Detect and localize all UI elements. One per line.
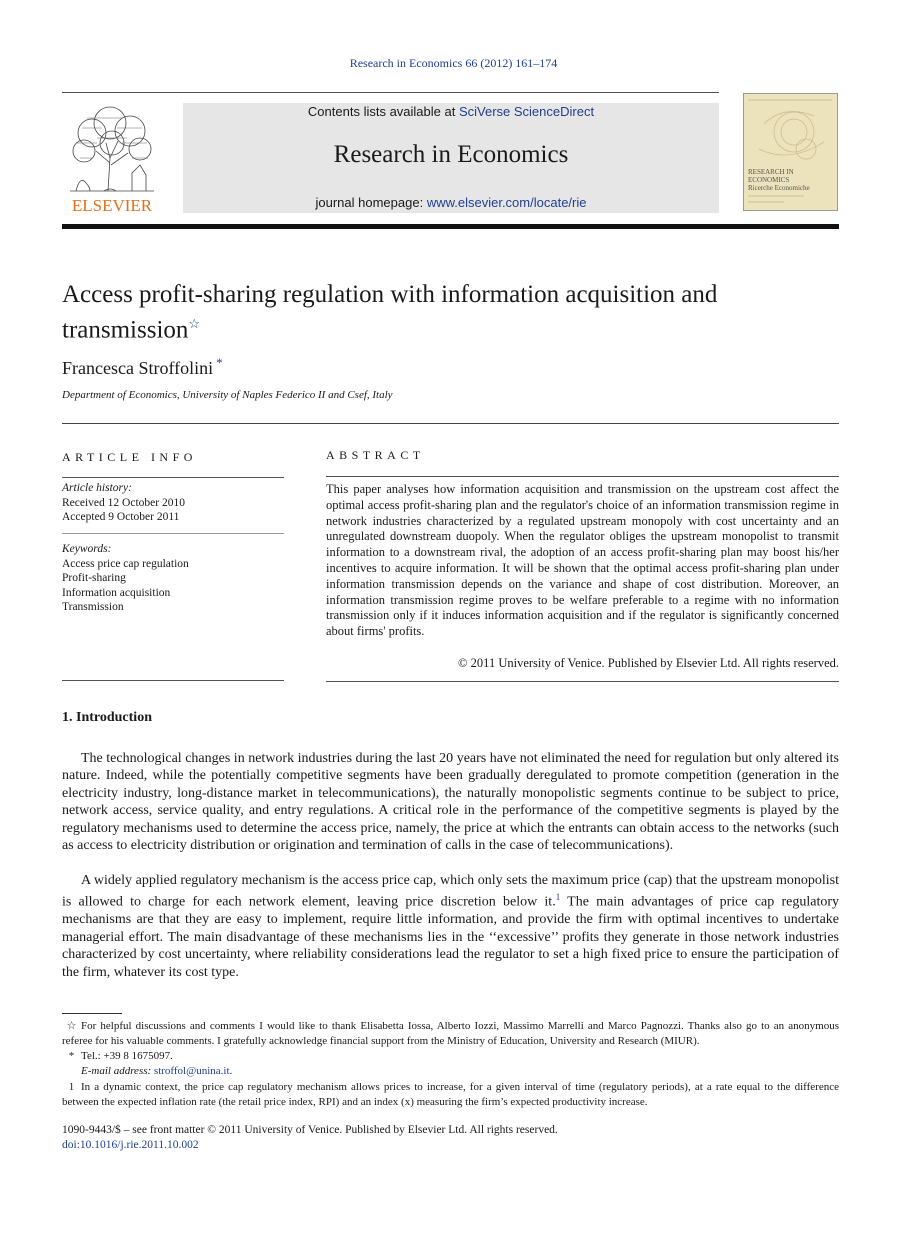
article-title-text: Access profit-sharing regulation with information acquisition and transmission — [62, 281, 718, 344]
paragraph-text: The main advantages of price cap regulatory mechanisms are that they are easy to implement, require little information, and provide the firm with optimal incentives to undertake managerial effort. The main disadvantage of these mechanisms lies in the ‘‘excessive’’ profits they generate in those network industries characterized by cost uncertainty, where reliability considerations lead the regulator to set a high fixed price to ensure the participation of the firm, whatever its cost type. — [62, 895, 839, 980]
cover-title-line-1: RESEARCH IN — [748, 168, 794, 176]
footnote-telephone — [62, 1049, 839, 1064]
keyword-item: Information acquisition — [62, 586, 171, 599]
body-paragraph — [62, 872, 839, 981]
email-label: E-mail address: — [81, 1065, 152, 1077]
journal-homepage — [183, 195, 719, 210]
footnote-1 — [62, 1080, 839, 1109]
affiliation: Department of Economics, University of Naples Federico II and Csef, Italy — [62, 389, 393, 401]
keyword-item: Profit-sharing — [62, 572, 126, 584]
issn-line: 1090-9443/$ – see front matter © 2011 University of Venice. Published by Elsevier Ltd. All rights reserved. — [62, 1124, 558, 1136]
email-link[interactable]: stroffol@unina.it — [153, 1065, 230, 1077]
elsevier-logo[interactable] — [62, 103, 162, 215]
author-name: Francesca Stroffolini — [62, 358, 214, 378]
footnote-rule — [62, 1013, 122, 1014]
affiliation-rule — [62, 423, 839, 424]
cover-title-line-2: ECONOMICS — [748, 176, 790, 184]
abstract-copyright: © 2011 University of Venice. Published by Elsevier Ltd. All rights reserved. — [458, 656, 839, 670]
article-info-bottom-rule — [62, 680, 284, 681]
abstract-bottom-rule — [326, 681, 839, 682]
article-info-heading: ARTICLE INFO — [62, 450, 197, 464]
footnote-ref-1[interactable]: 1 — [555, 892, 561, 903]
article-info-rule — [62, 477, 284, 478]
received-date: Received 12 October 2010 — [62, 496, 185, 509]
article-info-divider — [62, 533, 284, 534]
sciencedirect-link[interactable]: SciVerse ScienceDirect — [458, 104, 595, 119]
abstract-heading: ABSTRACT — [326, 448, 425, 462]
keywords-label: Keywords: — [62, 543, 112, 555]
footnote-acknowledgement — [62, 1019, 839, 1048]
author-footnote-mark[interactable]: * — [216, 355, 223, 370]
abstract-text: This paper analyses how information acquisition and transmission on the upstream cost affect the optimal access profit-sharing plan and the regulator's choice of an information transmission regime in network industries characterized by a regulated upstream monopoly with cost uncertainty and an unregulated downstream duopoly. When the regulator obliges the upstream monopolist to transmit information to a downstream rival, the adoption of an access profit-sharing plan may boost his/her incentives to acquire information. It will be shown that the optimal access profit-sharing plan under information transmission depends on the variance and shape of cost distribution. Moreover, an information transmission regime proves to be welfare preferable to a regime with no information transmission only if it induces information acquisition and if the regulator is significantly concerned about firms' profits. — [326, 482, 839, 639]
cover-image — [744, 94, 837, 210]
contents-availability — [183, 104, 719, 119]
header-rule — [62, 92, 719, 93]
homepage-link[interactable]: www.elsevier.com/locate/rie — [426, 195, 587, 210]
journal-cover-thumbnail[interactable] — [743, 93, 838, 211]
elsevier-tree-icon — [62, 103, 162, 215]
article-history — [62, 481, 284, 525]
keyword-item: Transmission — [62, 601, 124, 613]
journal-title: Research in Economics — [333, 141, 569, 168]
author — [62, 355, 223, 379]
footnote-mark: ☆ — [66, 1020, 77, 1032]
accepted-date: Accepted 9 October 2011 — [62, 511, 180, 523]
elsevier-wordmark: ELSEVIER — [71, 196, 153, 215]
contents-prefix: Contents lists available at — [307, 104, 459, 119]
keywords — [62, 542, 284, 615]
keyword-item: Access price cap regulation — [62, 557, 189, 570]
history-label: Article history: — [62, 482, 132, 494]
article-title — [62, 280, 839, 344]
abstract-rule — [326, 476, 839, 477]
journal-reference[interactable]: Research in Economics 66 (2012) 161–174 — [349, 56, 558, 70]
footnote-text: In a dynamic context, the price cap regulatory mechanism allows prices to increase, for a given interval of time (regulatory periods), at a rate equal to the difference between the expected inflation rate (the retail price index, RPI) and an index (x) measuring the firm’s expected productivity increase. — [62, 1081, 839, 1108]
footnote-email: E-mail address: stroffol@unina.it. — [81, 1065, 233, 1077]
doi-link[interactable]: doi:10.1016/j.rie.2011.10.002 — [62, 1139, 199, 1151]
header-thick-rule — [62, 224, 839, 229]
body-paragraph: The technological changes in network industries during the last 20 years have not eliminated the need for regulation but only altered its nature. Indeed, while the potentially competitive segments have been gradually deregulated to promote competition (generation in the electricity industry, long-distance market in telecommunications), the naturally monopolistic segments continue to be subject to price, network access, service quality, and entry regulations. A critical role in the performance of the competitive segments is played by the regulatory mechanisms used to determine the access price, namely, the price at which the entrants can obtain access to the networks (such as access to electricity distribution or origination and termination of calls in the case of telecommunications). — [62, 751, 839, 854]
footnote-mark: 1 — [68, 1081, 75, 1093]
cover-title-line-3: Ricerche Economiche — [748, 184, 810, 192]
title-footnote-mark[interactable]: ☆ — [188, 316, 201, 331]
footnote-mark: * — [68, 1050, 75, 1062]
homepage-prefix: journal homepage: — [315, 195, 427, 210]
paragraph-text: A widely applied regulatory mechanism is the access price cap, which only sets the maximum price (cap) that the upstream monopolist is allowed to charge for each network element, leaving price discretion below it. — [62, 873, 839, 911]
section-heading-introduction: 1. Introduction — [62, 710, 152, 725]
footnote-text: For helpful discussions and comments I would like to thank Elisabetta Iossa, Alberto Iozzi, Massimo Marrelli and Marco Pagnozzi. Thanks also go to an anonymous referee for his valuable comments. I gratefully acknowledge financial support from the Ministry of Education, University and Research (MIUR). — [62, 1020, 839, 1047]
telephone-number: Tel.: +39 8 1675097. — [81, 1050, 173, 1062]
